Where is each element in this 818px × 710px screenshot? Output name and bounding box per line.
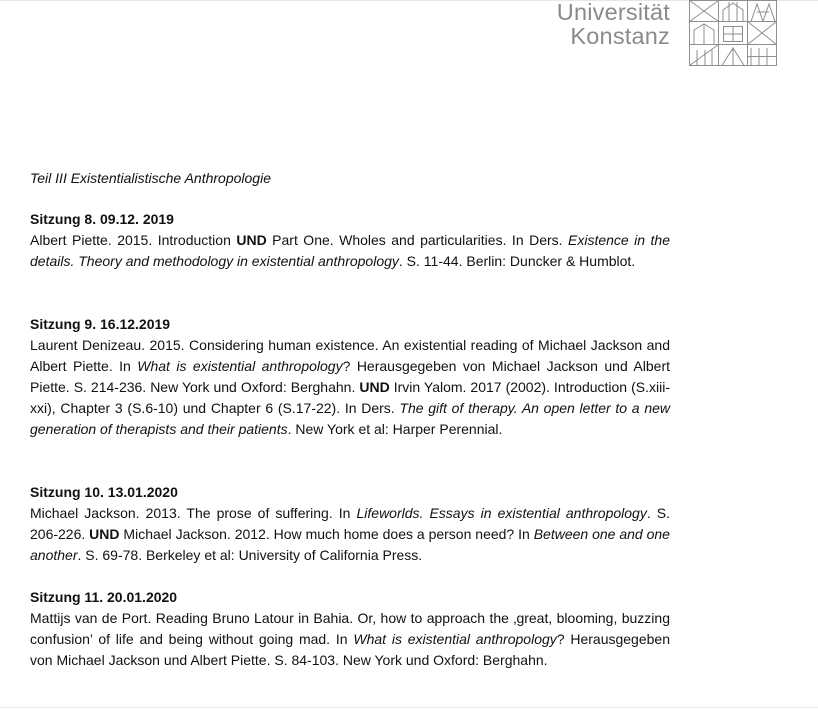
reference-text: ? Herausgegeben von Michael Jackson und Albert Piette. S. 84-103. New York und Oxford: Berghahn. [30,631,670,668]
logo-line-2: Konstanz [570,23,670,49]
reference-text: . S. 11-44. Berlin: Duncker & Humblot. [398,253,636,269]
book-title: What is existential anthropology [353,631,557,647]
reference-text: . S. 206-226. [30,505,671,542]
university-logo [548,0,780,68]
session-heading: Sitzung 8. 09.12. 2019 [30,211,174,227]
session-heading: Sitzung 9. 16.12.2019 [30,316,171,332]
session-reading [30,503,670,566]
reference-text: Albert Piette. 2015. Introduction [30,232,237,248]
reference-text: Michael Jackson. 2012. How much home does a person need? In [119,526,534,542]
konstanz-emblem-icon [689,0,779,68]
session-reading [30,608,670,671]
reference-text: . S. 69-78. Berkeley et al: University of California Press. [77,547,423,563]
reference-text: Irvin Yalom. 2017 (2002). Introduction (S.xiii-xxi), Chapter 3 (S.6-10) und Chapter 6 (S.17-22). In Ders. [30,379,670,416]
book-title: Between one and one another [30,526,670,563]
reference-text: Part One. Wholes and particularities. In Ders. [266,232,568,248]
book-title: Existence in the details. Theory and methodology in existential anthropology [30,232,670,269]
logo-wordmark [548,0,670,48]
reference-text: . New York et al: Harper Perennial. [287,421,503,437]
book-title: Lifeworlds. Essays in existential anthropology [356,505,647,521]
conjunction-und: UND [89,526,120,542]
reference-text: Michael Jackson. 2013. The prose of suffering. In [30,505,357,521]
reference-text: Mattijs van de Port. Reading Bruno Latour in Bahia. Or, how to approach the ‚great, blooming, buzzing confusion’ of life and being without going mad. In [30,610,670,647]
book-title: What is existential anthropology [137,358,343,374]
session-10 [30,482,670,566]
page-bottom-edge [0,707,818,708]
reference-text: Laurent Denizeau. 2015. Considering human existence. An existential reading of Michael Jackson and Albert Piette. In [30,337,670,374]
logo-line-1: Universität [556,0,670,25]
book-title: The gift of therapy. An open letter to a new generation of therapists and their patients [30,400,671,437]
session-heading: Sitzung 10. 13.01.2020 [30,484,178,500]
session-reading [30,335,670,440]
session-heading: Sitzung 11. 20.01.2020 [30,589,178,605]
conjunction-und: UND [236,232,267,248]
session-9 [30,314,670,440]
part-title: Teil III Existentialistische Anthropologie [30,170,271,186]
session-reading [30,230,670,272]
reference-text: ? Herausgegeben von Michael Jackson und Albert Piette. S. 214-236. New York und Oxford: Berghahn. [30,358,670,395]
session-8 [30,209,670,272]
conjunction-und: UND [359,379,390,395]
session-11 [30,587,670,671]
